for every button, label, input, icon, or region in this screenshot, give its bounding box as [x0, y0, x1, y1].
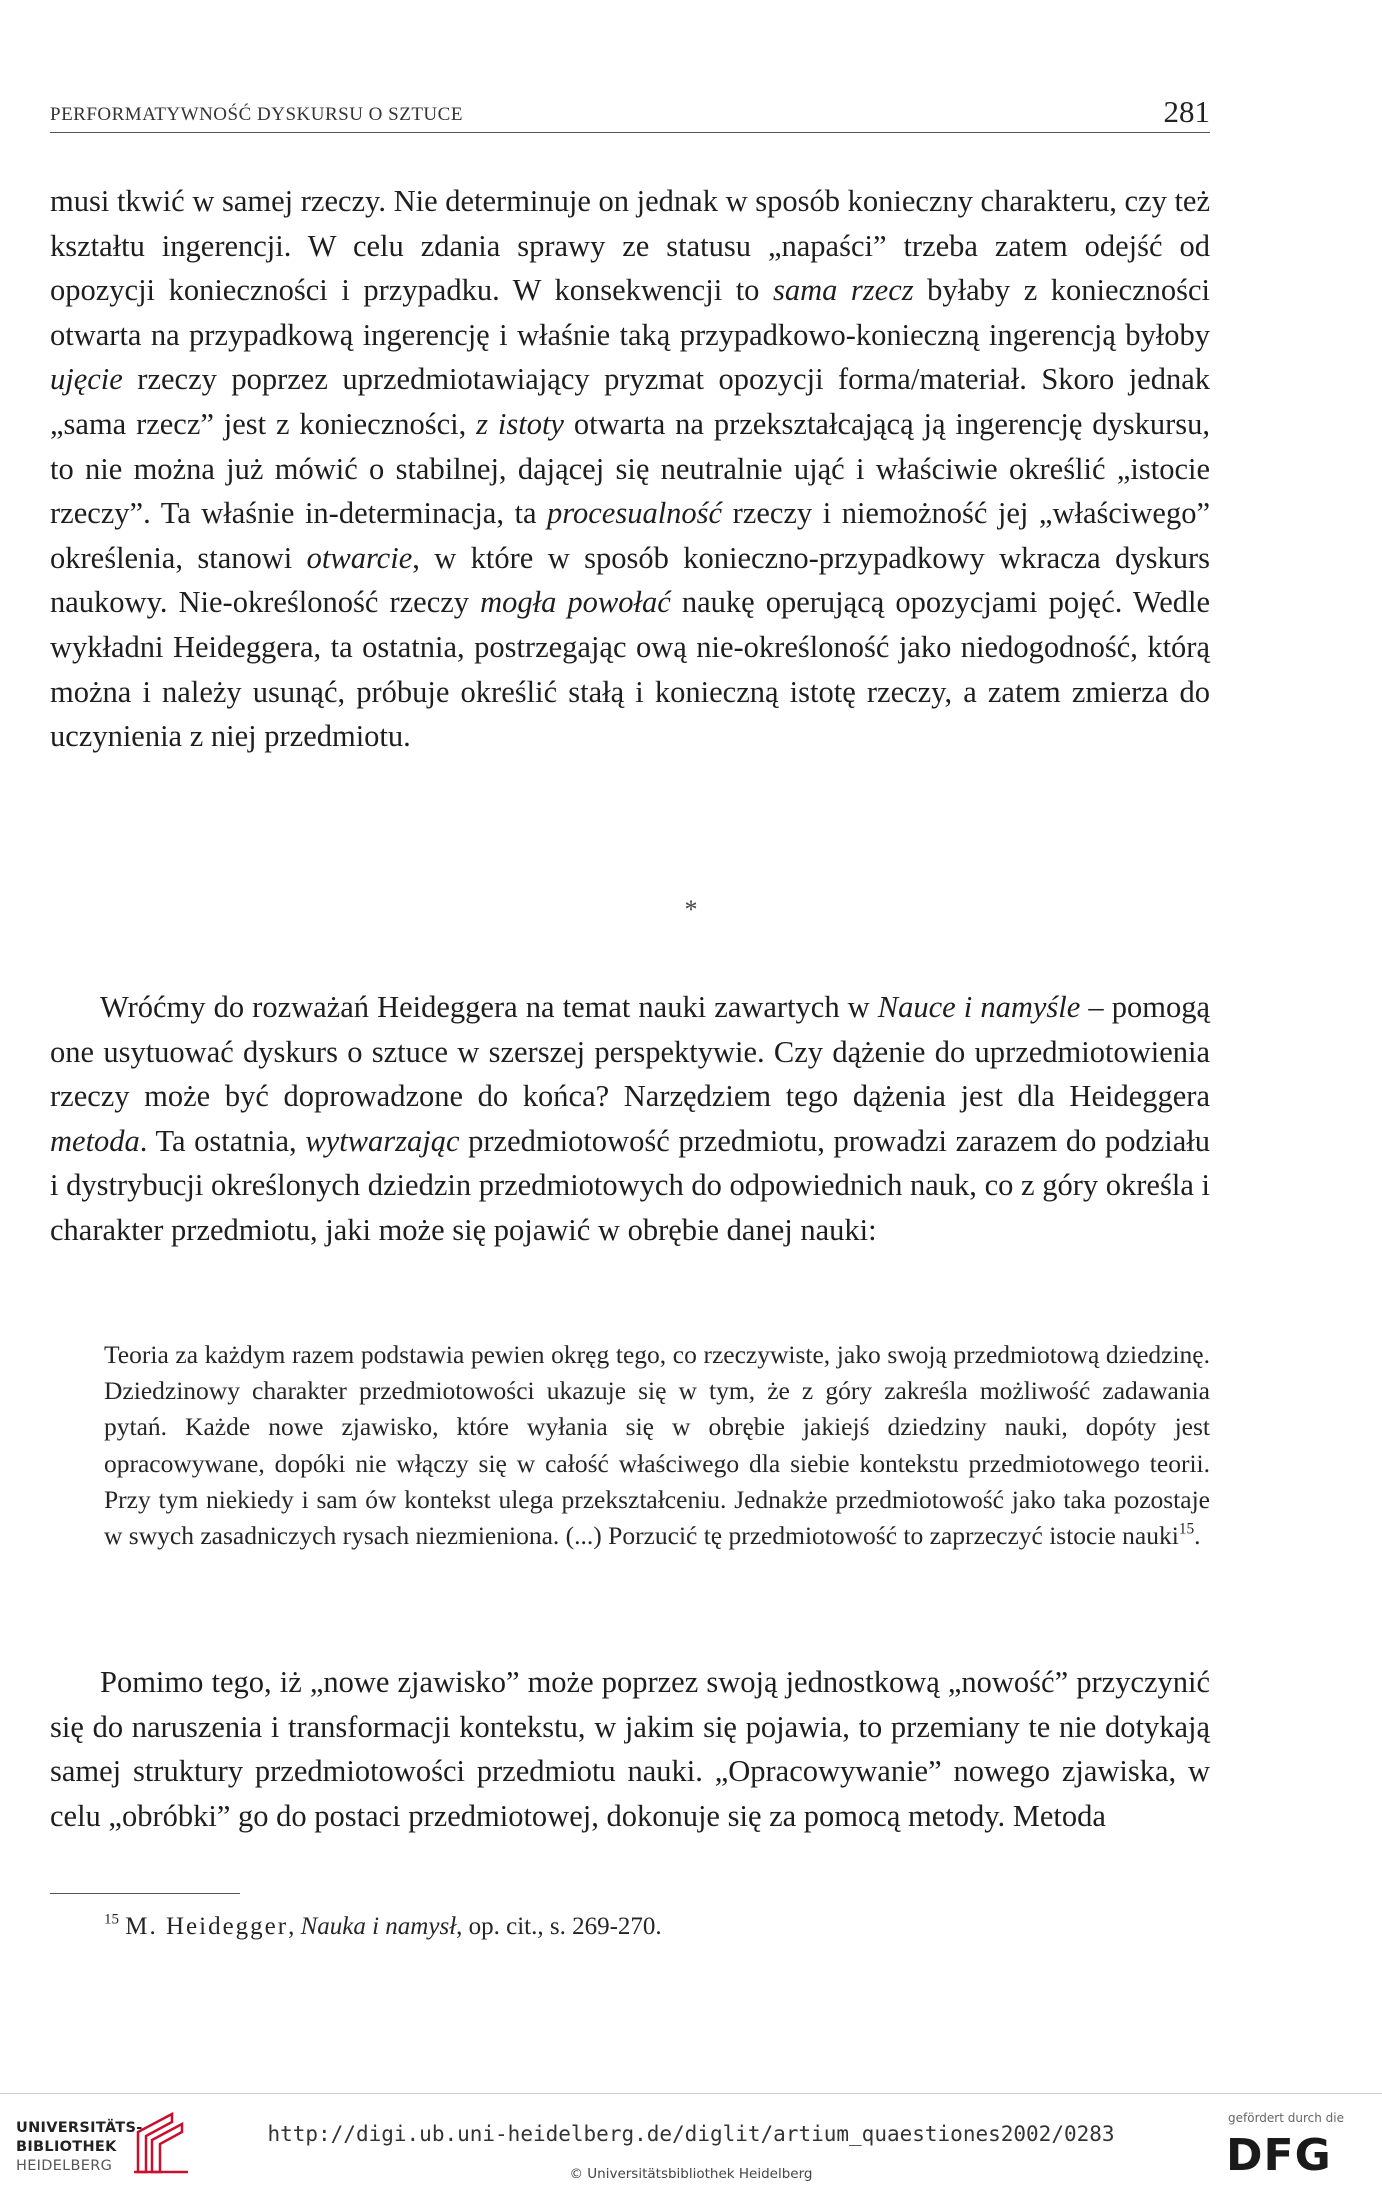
footnote: $^{15}$ M. Heidegger, Nauka i namysł, op. cit., s. 269-270. [104, 1911, 662, 1940]
footnote-reference[interactable]: 15 [1178, 1520, 1195, 1538]
library-name: UNIVERSITÄTS- BIBLIOTHEK HEIDELBERG [16, 2120, 143, 2174]
emphasis: sama rzecz [772, 273, 914, 308]
emphasis: procesualność [547, 496, 723, 531]
digitization-footer [0, 2093, 1382, 2198]
emphasis: z istoty [476, 406, 564, 441]
page-number: 281 [1163, 94, 1210, 129]
paragraph-3: Pomimo tego, iż „nowe zjawisko” może poprzez swoją jednostkową „nowość” przyczynić się do naruszenia i transformacji kontekstu, w jakim się pojawia, to przemiany te nie dotykają samej struktury przedmiotowości przedmiotu nauki. „Opracowywanie” nowego zjawiska, w celu „obróbki” go do postaci przedmiotowej, dokonuje się za pomocą metody. Metoda [50, 1665, 1210, 1833]
emphasis: otwarcie [306, 540, 413, 575]
block-quote: Teoria za każdym razem podstawia pewien okręg tego, co rzeczywiste, jako swoją przedmiotową dziedzinę. Dziedzinowy charakter przedmiotowości ukazuje się w tym, że z góry zakreśla możliwość zadawania pytań. Każde nowe zjawisko, które wyłania się w obrębie jakiejś dziedziny nauki, dopóty jest opracowywane, dopóki nie włączy się w całość właściwego dla siebie kontekstu przedmiotowego teorii. Przy tym niekiedy i sam ów kontekst ulega przekształceniu. Jednakże przedmiotowość jako taka pozostaje w swych zasadniczych rysach niezmieniona. (...) Porzucić tę przedmiotowość to zaprzeczyć istocie nauki$^{15}$. [104, 1340, 1210, 1551]
paragraph-1: musi tkwić w samej rzeczy. Nie determinuje on jednak w sposób konieczny charakteru, czy też kształtu ingerencji. W celu zdania sprawy ze statusu „napaści” trzeba zatem odejść od opozycji konieczności i przypadku. W konsekwencji to sama rzecz byłaby z konieczności otwarta na przypadkową ingerencję i właśnie taką przypadkowo-konieczną ingerencją byłoby ujęcie rzeczy poprzez uprzedmiotawiający pryzmat opozycji forma/materiał. Skoro jednak „sama rzecz” jest z konieczności, z istoty otwarta na przekształcającą ją ingerencję dyskursu, to nie można już mówić o stabilnej, dającej się neutralnie ująć i właściwie określić „istocie rzeczy”. Ta właśnie in-determinacja, ta procesualność rzeczy i niemożność jej „właściwego” określenia, stanowi otwarcie, w które w sposób konieczno-przypadkowy wkracza dyskurs naukowy. Nie-określoność rzeczy mogła powołać naukę operującą opozycjami pojęć. Wedle wykładni Heideggera, ta ostatnia, postrzegając ową nie-określoność jako niedogodność, którą można i należy usunąć, próbuje określić stałą i konieczną istotę rzeczy, a zatem zmierza do uczynienia z niej przedmiotu. [50, 184, 1211, 754]
copyright-notice: © Universitätsbibliothek Heidelberg [569, 2166, 813, 2182]
page-header [50, 92, 1210, 133]
dfg-logo: DFG [1226, 2130, 1332, 2181]
emphasis: wytwarzając [305, 1123, 460, 1158]
running-head: PERFORMATYWNOŚĆ DYSKURSU O SZTUCE [50, 104, 463, 125]
emphasis: mogła powołać [480, 585, 671, 620]
permalink[interactable]: http://digi.ub.uni-heidelberg.de/diglit/artium_quaestiones2002/0283 [267, 2122, 1115, 2146]
footnote-author: M. Heidegger [125, 1913, 289, 1940]
section-separator: * [684, 895, 698, 924]
footnote-number: 15 [104, 1911, 119, 1928]
emphasis: metoda [50, 1123, 140, 1158]
book-title: Nauce i namyśle [877, 990, 1081, 1024]
footnote-title: Nauka i namysł [300, 1913, 457, 1940]
paragraph-2: Wróćmy do rozważań Heideggera na temat nauki zawartych w Nauce i namyśle – pomogą one usytuować dyskurs o sztuce w szerszej perspektywie. Czy dążenie do uprzedmiotowienia rzeczy może być doprowadzone do końca? Narzędziem tego dążenia jest dla Heideggera metoda. Ta ostatnia, wytwarzając przedmiotowość przedmiotu, prowadzi zarazem do podziału i dystrybucji określonych dziedzin przedmiotowych do odpowiednich nauk, co z góry określa i charakter przedmiotu, jaki może się pojawić w obrębie danej nauki: [50, 990, 1211, 1247]
dfg-caption: gefördert durch die [1228, 2111, 1344, 2125]
emphasis: ujęcie [50, 362, 123, 397]
footnote-rule [50, 1893, 240, 1894]
